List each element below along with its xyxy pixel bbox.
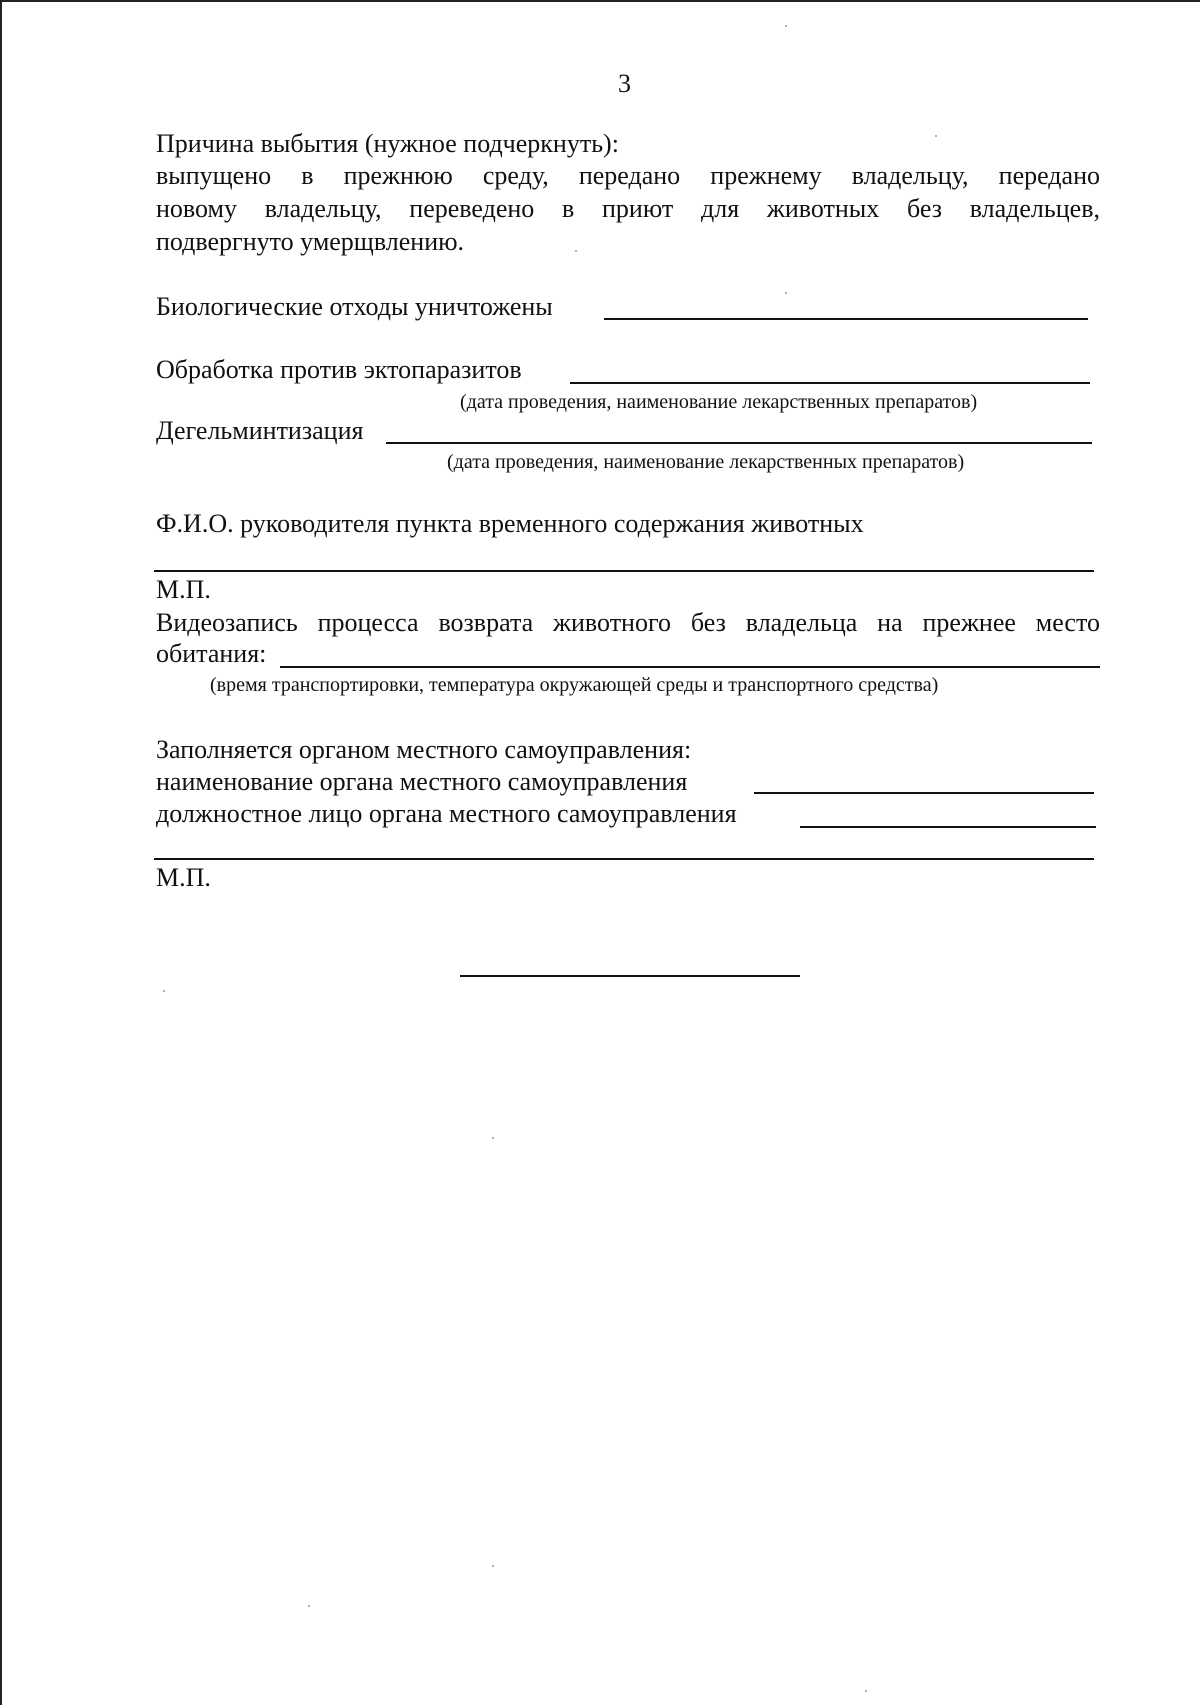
ectoparasites-field-line bbox=[570, 382, 1090, 384]
deworming-field-line bbox=[386, 442, 1092, 444]
page-edge-top bbox=[0, 0, 1200, 2]
scan-speck bbox=[785, 25, 787, 27]
reason-options-line-2: новому владельцу, переведено в приют для животных без владельцев, bbox=[156, 194, 1100, 223]
local-gov-heading: Заполняется органом местного самоуправления: bbox=[156, 735, 692, 764]
local-gov-stamp: М.П. bbox=[156, 863, 211, 892]
head-stamp: М.П. bbox=[156, 575, 211, 604]
scan-speck bbox=[163, 990, 165, 992]
ectoparasites-label: Обработка против эктопаразитов bbox=[156, 355, 522, 384]
head-name-label: Ф.И.О. руководителя пункта временного содержания животных bbox=[156, 509, 864, 538]
head-name-field-line bbox=[154, 570, 1094, 572]
video-label-line-1: Видеозапись процесса возврата животного без владельца на прежнее место bbox=[156, 608, 1100, 637]
local-gov-official-field-line bbox=[800, 826, 1096, 828]
page-edge-left bbox=[0, 0, 2, 1705]
ectoparasites-hint: (дата проведения, наименование лекарственных препаратов) bbox=[460, 391, 978, 413]
reason-options-line-1: выпущено в прежнюю среду, передано прежнему владельцу, передано bbox=[156, 161, 1100, 190]
video-field-line bbox=[280, 666, 1100, 668]
page-number: 3 bbox=[618, 69, 631, 98]
reason-heading: Причина выбытия (нужное подчеркнуть): bbox=[156, 129, 619, 158]
local-gov-signature-line bbox=[154, 858, 1094, 860]
reason-options-line-3: подвергнуто умерщвлению. bbox=[156, 227, 465, 256]
local-gov-official-label: должностное лицо органа местного самоуправления bbox=[156, 799, 737, 828]
scan-speck bbox=[308, 1605, 310, 1607]
scan-speck bbox=[785, 292, 787, 294]
scan-speck bbox=[575, 250, 577, 252]
local-gov-name-label: наименование органа местного самоуправления bbox=[156, 767, 688, 796]
scan-speck bbox=[935, 135, 937, 137]
bio-waste-field-line bbox=[604, 318, 1088, 320]
scan-speck bbox=[492, 1565, 494, 1567]
scan-speck bbox=[865, 1690, 867, 1692]
bio-waste-label: Биологические отходы уничтожены bbox=[156, 292, 553, 321]
end-of-form-separator bbox=[460, 975, 800, 977]
video-hint: (время транспортировки, температура окружающей среды и транспортного средства) bbox=[210, 674, 939, 696]
deworming-hint: (дата проведения, наименование лекарственных препаратов) bbox=[447, 451, 965, 473]
local-gov-name-field-line bbox=[754, 792, 1094, 794]
scan-speck bbox=[492, 1137, 494, 1139]
video-label-line-2: обитания: bbox=[156, 639, 267, 668]
deworming-label: Дегельминтизация bbox=[156, 416, 364, 445]
